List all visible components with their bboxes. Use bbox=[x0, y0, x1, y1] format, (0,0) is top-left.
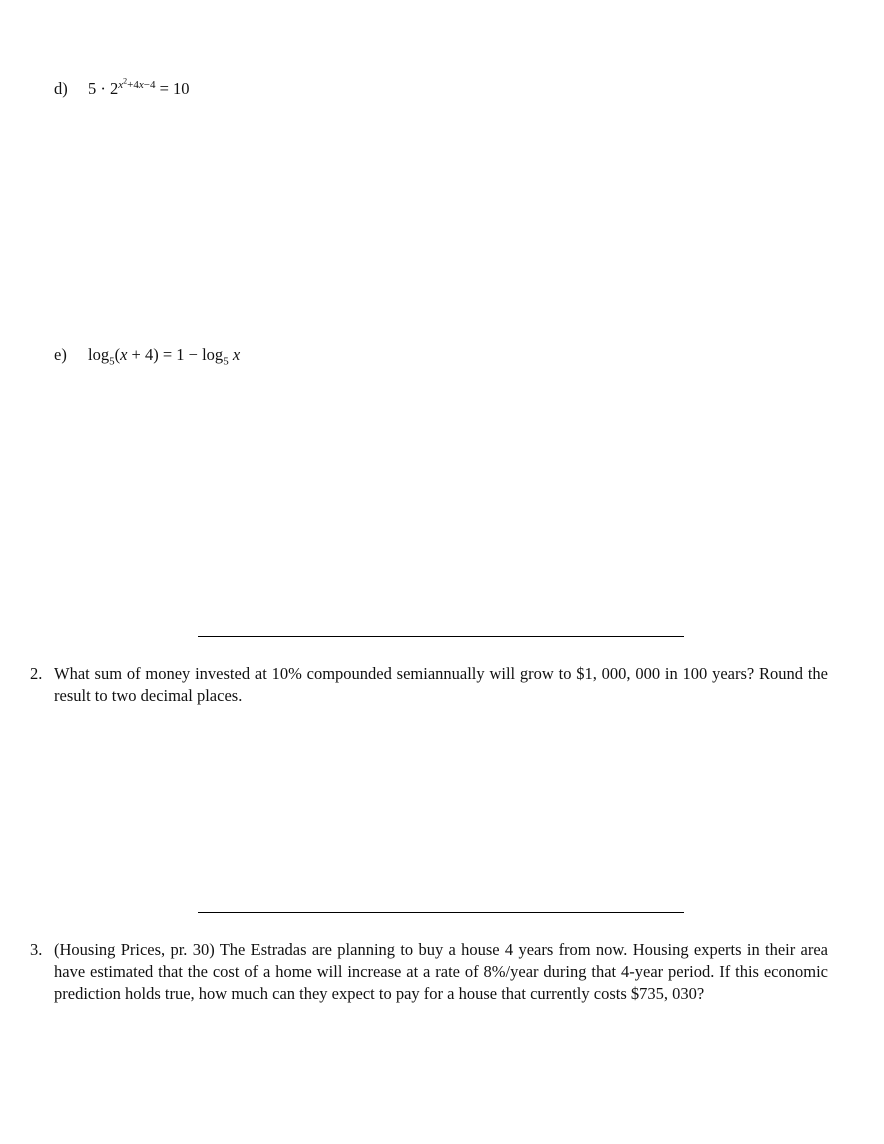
problem-3-text: (Housing Prices, pr. 30) The Estradas are planning to buy a house 4 years from now. Housing experts in their area have estimated that the cost of a home will increase at a rate of 8%/year during that 4-year period. If this economic prediction holds true, how much can they expect to pay for a house that currently costs $735, 030? bbox=[54, 940, 828, 1003]
math-exponent bbox=[118, 75, 156, 91]
math-x2: x bbox=[232, 345, 241, 364]
problem-2-number: 2. bbox=[30, 664, 43, 683]
problem-3-number: 3. bbox=[30, 940, 43, 959]
problem-3 bbox=[30, 939, 828, 1005]
problem-e-equation bbox=[88, 345, 241, 368]
math-log2: log bbox=[202, 345, 224, 364]
math-open-paren: ( bbox=[114, 345, 121, 364]
problem-2-text: What sum of money invested at 10% compounded semiannually will grow to $1, 000, 000 in 100 years? Round the result to two decimal places. bbox=[54, 664, 828, 705]
problem-2 bbox=[30, 663, 828, 707]
math-exp-x2: x bbox=[138, 78, 144, 91]
math-log1: log bbox=[88, 345, 110, 364]
problem-d-label: d) bbox=[54, 79, 68, 98]
problem-e-label: e) bbox=[54, 345, 67, 364]
math-exp-square: 2 bbox=[123, 75, 128, 85]
math-rhs: = 10 bbox=[155, 79, 190, 98]
math-exp-mid: +4 bbox=[127, 78, 139, 91]
problem-d bbox=[54, 75, 190, 100]
math-x1: x bbox=[120, 345, 128, 364]
problem-e bbox=[54, 344, 240, 366]
math-exp-x1: x bbox=[118, 78, 124, 91]
math-log1-base: 5 bbox=[109, 355, 115, 368]
math-base: 5 · 2 bbox=[88, 79, 119, 98]
answer-rule-2 bbox=[198, 912, 684, 913]
problem-d-equation bbox=[88, 75, 190, 98]
answer-rule-1 bbox=[198, 636, 684, 637]
math-log2-base: 5 bbox=[223, 355, 229, 368]
math-exp-end: −4 bbox=[143, 78, 156, 91]
math-mid: + 4) = 1 − bbox=[127, 345, 203, 364]
